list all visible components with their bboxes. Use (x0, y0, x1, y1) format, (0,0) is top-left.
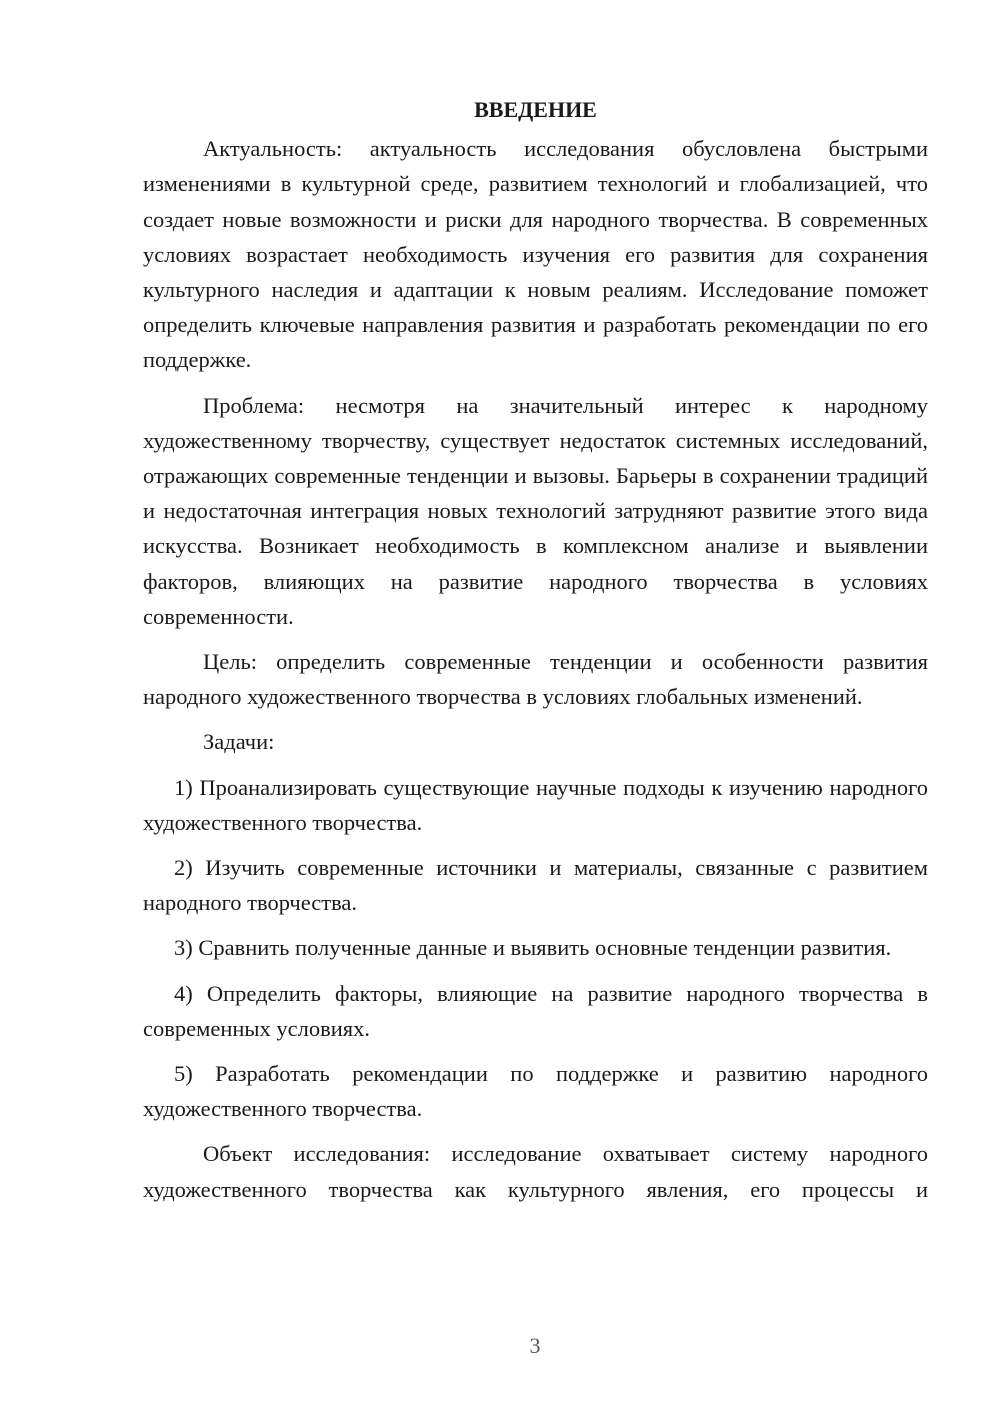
paragraph-problem: Проблема: несмотря на значительный интерес к народному художественному творчеству, существует недостаток системных исследований, отражающих современные тенденции и вызовы. Барьеры в сохранении традиций и недостаточная интеграция новых технологий затрудняют развитие этого вида искусства. Возникает необходимость в комплексном анализе и выявлении факторов, влияющих на развитие народного творчества в условиях современности. (143, 392, 928, 629)
document-page (143, 92, 928, 1217)
task-item-3: 3) Сравнить полученные данные и выявить основные тенденции развития. (174, 935, 892, 961)
section-heading: ВВЕДЕНИЕ (474, 97, 597, 122)
paragraph-goal: Цель: определить современные тенденции и особенности развития народного художественного творчества в условиях глобальных изменений. (143, 649, 928, 710)
tasks-label: Задачи: (203, 729, 275, 755)
paragraph-object: Объект исследования: исследование охватывает систему народного художественного творчества как культурного явления, его процессы и (143, 1141, 928, 1202)
page-number: 3 (529, 1333, 541, 1358)
task-item-1: 1) Проанализировать существующие научные подходы к изучению народного художественного творчества. (143, 774, 928, 835)
paragraph-relevance: Актуальность: актуальность исследования обусловлена быстрыми изменениями в культурной среде, развитием технологий и глобализацией, что создает новые возможности и риски для народного творчества. В современных условиях возрастает необходимость изучения его развития для сохранения культурного наследия и адаптации к новым реалиям. Исследование поможет определить ключевые направления развития и разработать рекомендации по его поддержке. (143, 136, 928, 373)
task-item-5: 5) Разработать рекомендации по поддержке и развитию народного художественного творчества. (143, 1061, 928, 1122)
task-item-2: 2) Изучить современные источники и материалы, связанные с развитием народного творчества. (143, 855, 928, 916)
task-item-4: 4) Определить факторы, влияющие на развитие народного творчества в современных условиях. (143, 980, 928, 1041)
